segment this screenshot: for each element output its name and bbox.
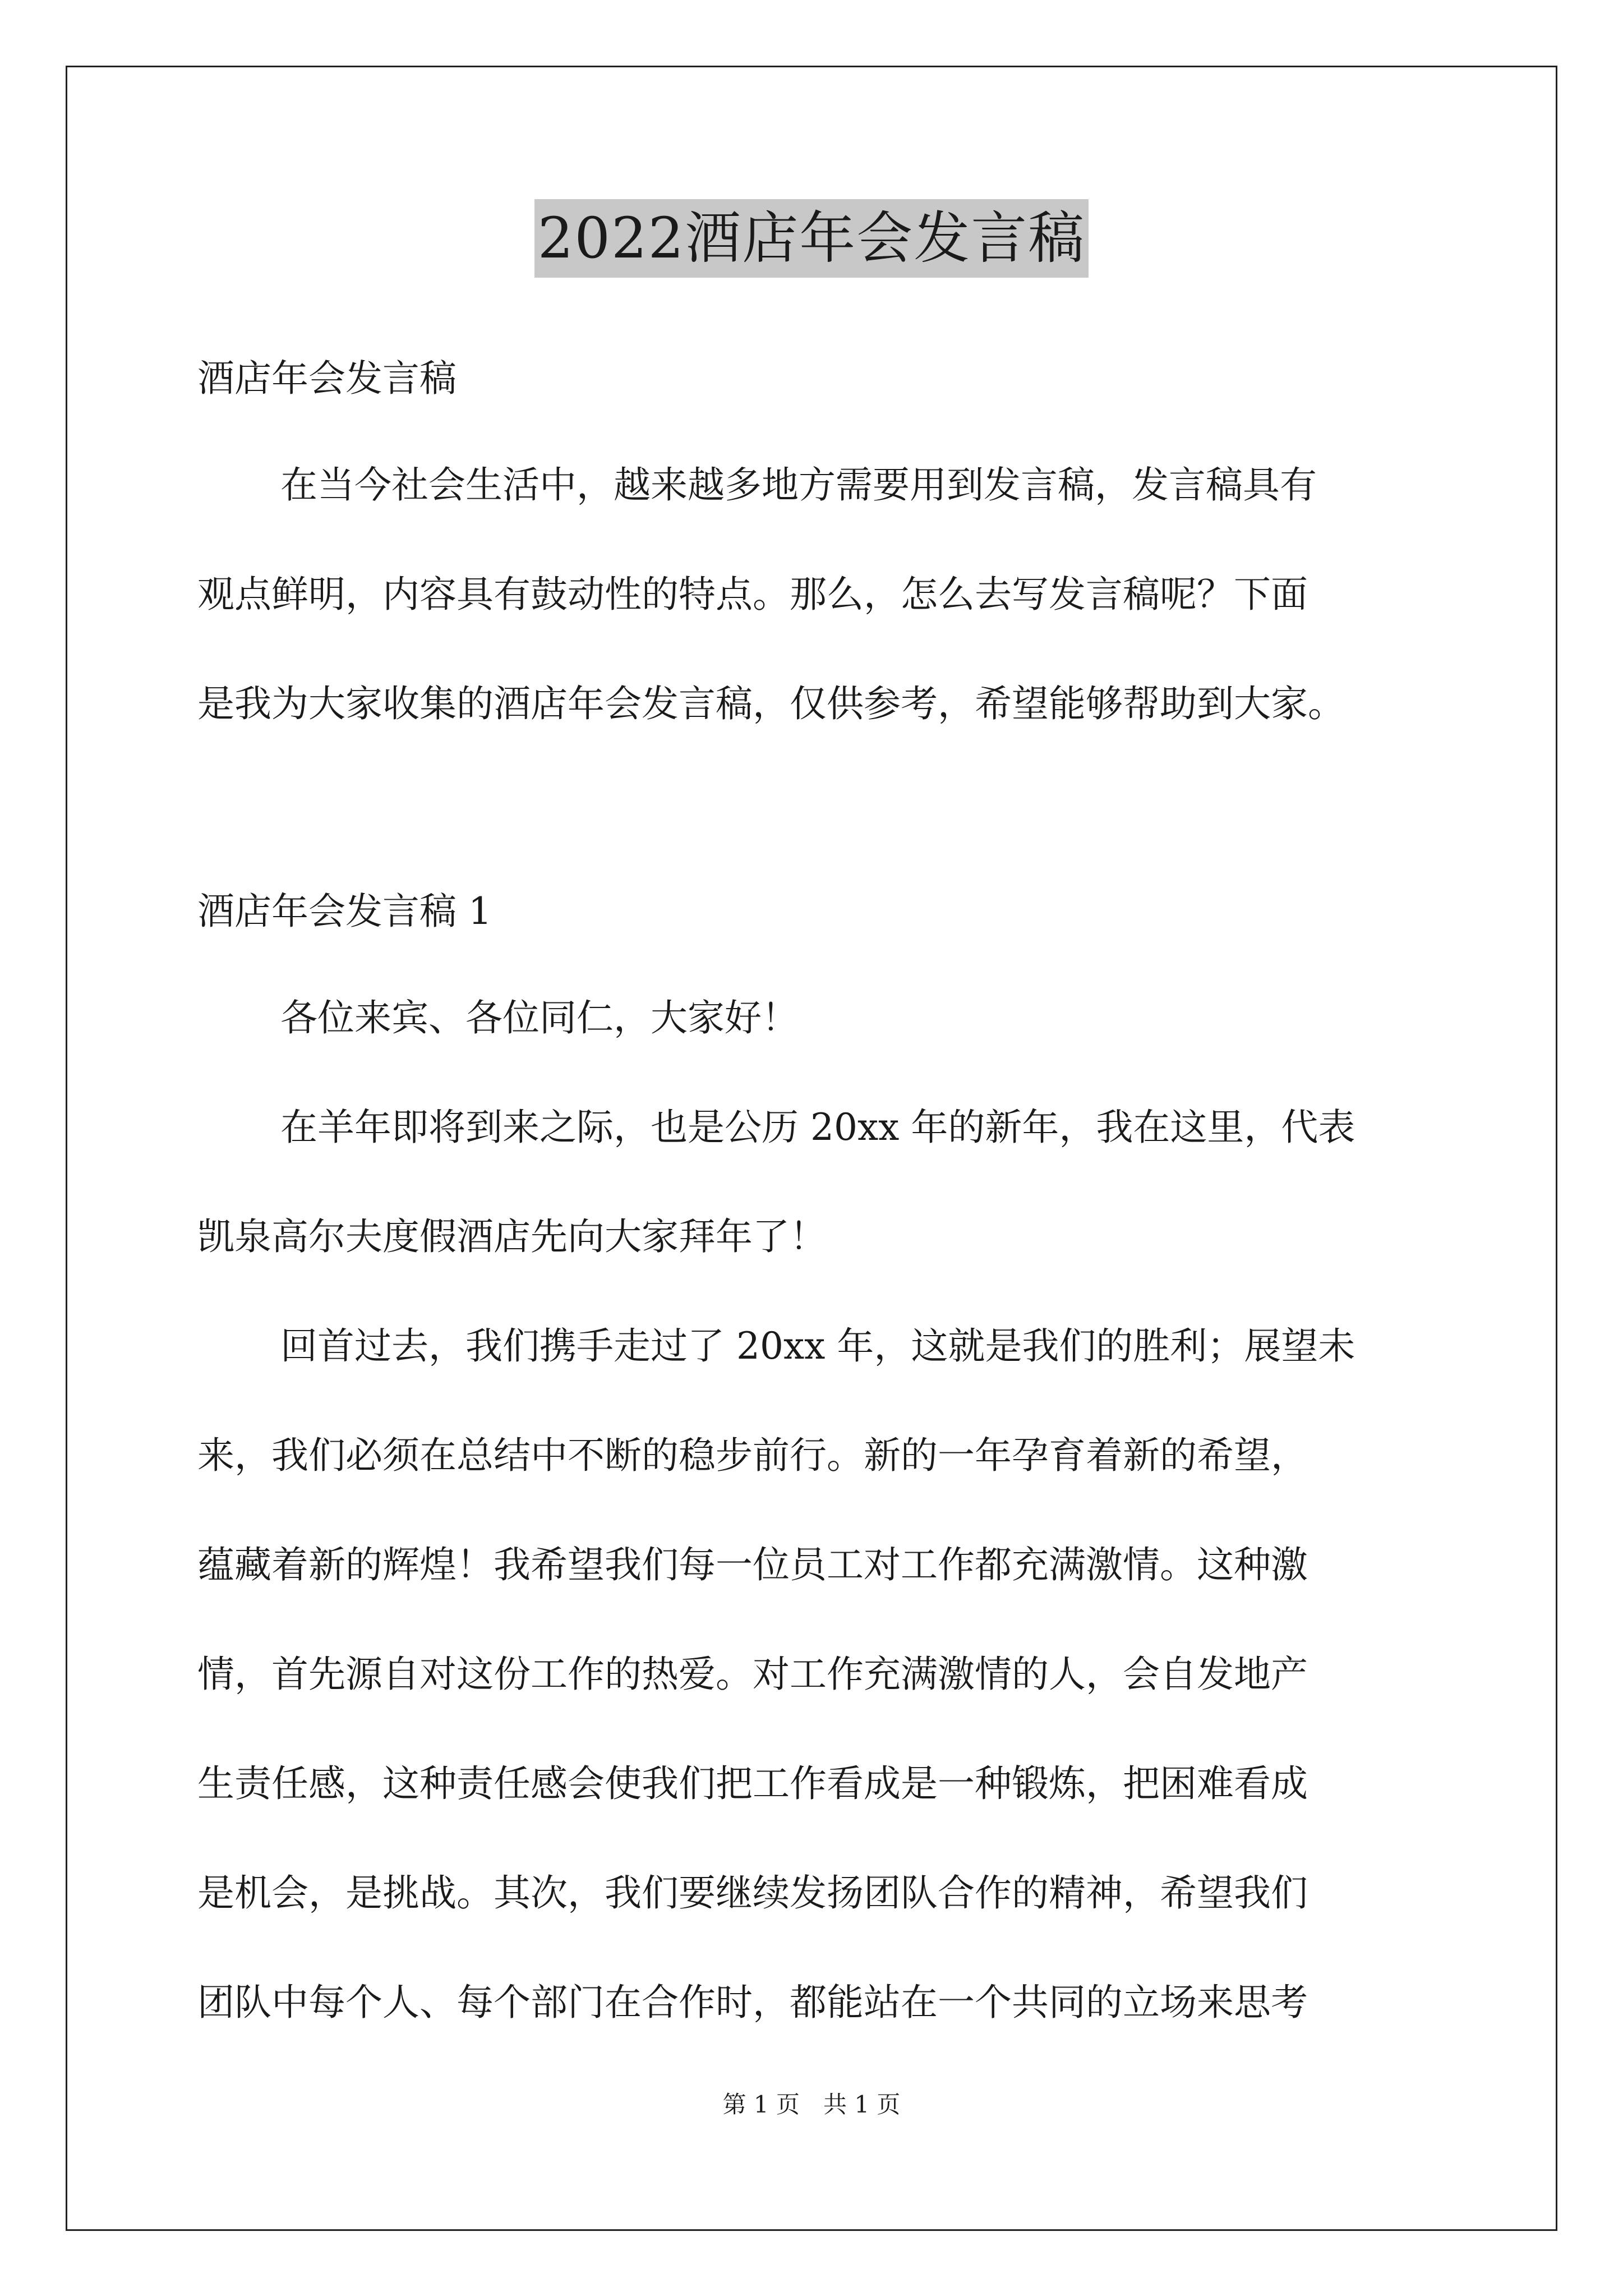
para2-line-1: 回首过去，我们携手走过了 20xx 年，这就是我们的胜利；展望未 [280, 1324, 1355, 1368]
document-title-wrapper [0, 199, 1623, 278]
greeting-line: 各位来宾、各位同仁，大家好！ [280, 996, 799, 1039]
para2-line-6: 是机会，是挑战。其次，我们要继续发扬团队合作的精神，希望我们 [197, 1871, 1308, 1915]
document-subtitle: 酒店年会发言稿 [197, 357, 457, 400]
page-footer: 第 1 页 共 1 页 [722, 2091, 901, 2118]
section-heading: 酒店年会发言稿 1 [197, 890, 492, 933]
document-title: 2022酒店年会发言稿 [534, 199, 1089, 278]
intro-line-3: 是我为大家收集的酒店年会发言稿，仅供参考，希望能够帮助到大家。 [197, 682, 1345, 725]
para2-line-4: 情，首先源自对这份工作的热爱。对工作充满激情的人，会自发地产 [197, 1653, 1308, 1696]
para2-line-7: 团队中每个人、每个部门在合作时，都能站在一个共同的立场来思考 [197, 1981, 1308, 2024]
intro-line-2: 观点鲜明，内容具有鼓动性的特点。那么，怎么去写发言稿呢？下面 [197, 573, 1308, 616]
para1-line-1: 在羊年即将到来之际，也是公历 20xx 年的新年，我在这里，代表 [280, 1106, 1355, 1149]
para2-line-2: 来，我们必须在总结中不断的稳步前行。新的一年孕育着新的希望， [197, 1434, 1308, 1477]
intro-line-1: 在当今社会生活中，越来越多地方需要用到发言稿，发言稿具有 [280, 463, 1317, 507]
para1-line-2: 凯泉高尔夫度假酒店先向大家拜年了！ [197, 1215, 827, 1258]
para2-line-3: 蕴藏着新的辉煌！我希望我们每一位员工对工作都充满激情。这种激 [197, 1543, 1308, 1586]
para2-line-5: 生责任感，这种责任感会使我们把工作看成是一种锻炼，把困难看成 [197, 1762, 1308, 1805]
